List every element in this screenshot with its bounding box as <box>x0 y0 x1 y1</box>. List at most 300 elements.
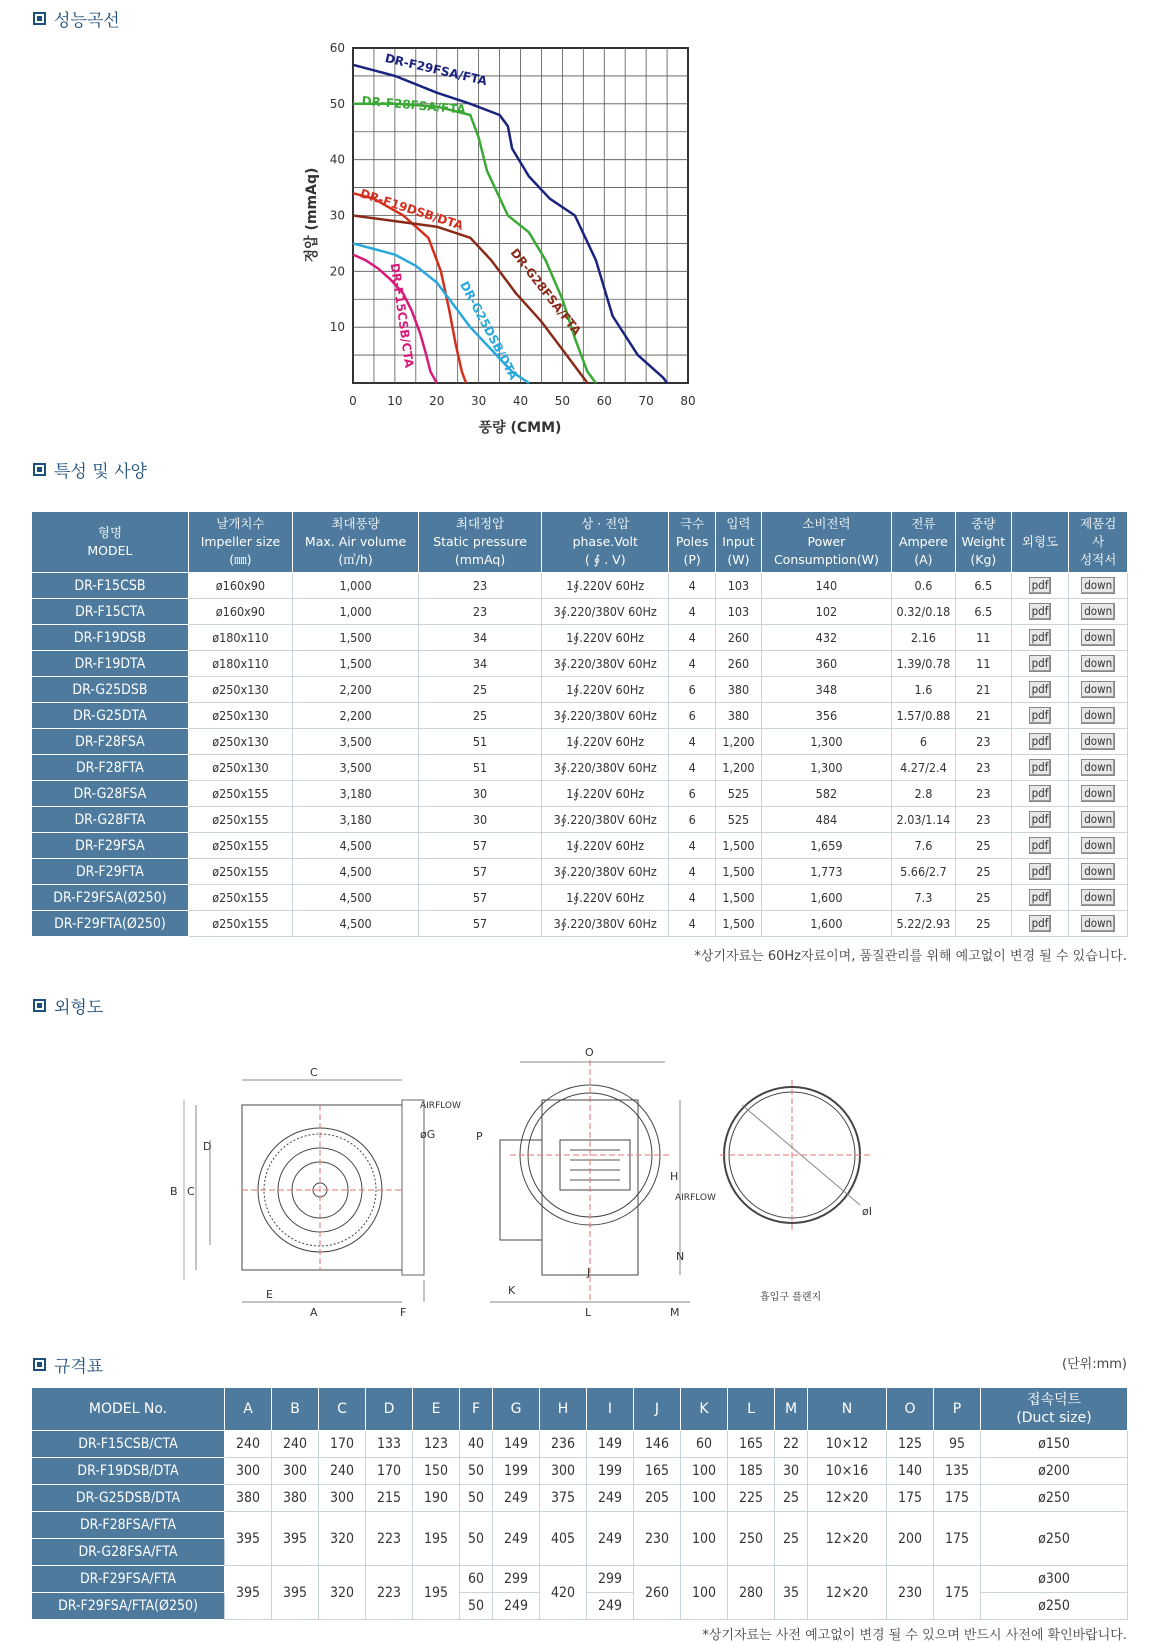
spec-header-cell <box>762 512 892 573</box>
download-button[interactable]: down <box>1081 629 1115 646</box>
dim-cell: 240 <box>319 1458 366 1485</box>
dim-cell: 215 <box>366 1485 413 1512</box>
spec-cell: 21 <box>956 677 1011 703</box>
dim-cell: 230 <box>634 1512 681 1566</box>
spec-cell: 3∮.220/380V 60Hz <box>541 651 669 677</box>
spec-cell: 1,000 <box>292 599 418 625</box>
pdf-button[interactable]: pdf <box>1029 889 1052 906</box>
spec-link-cell <box>1069 625 1128 651</box>
spec-cell: 348 <box>762 677 892 703</box>
spec-cell: 1∮.220V 60Hz <box>541 833 669 859</box>
spec-cell: 1,000 <box>292 573 418 599</box>
spec-cell: 25 <box>956 911 1011 937</box>
y-tick-label: 20 <box>329 264 345 279</box>
spec-link-cell <box>1011 573 1069 599</box>
unit-label: (단위:mm) <box>1062 1357 1127 1372</box>
spec-cell: 6 <box>891 729 955 755</box>
pdf-button[interactable]: pdf <box>1029 811 1052 828</box>
dim-label-P: P <box>476 1130 483 1143</box>
spec-cell: 34 <box>419 651 542 677</box>
dim-cell: 60 <box>681 1431 728 1458</box>
x-tick-label: 50 <box>554 394 571 408</box>
spec-cell: 4 <box>669 599 715 625</box>
spec-header-line: ( ∮ . V) <box>584 552 626 567</box>
spec-row <box>32 729 1128 755</box>
front-view <box>184 1080 424 1302</box>
dim-row <box>32 1485 1128 1512</box>
spec-header-line: 전류 <box>911 516 936 531</box>
download-button[interactable]: down <box>1081 655 1115 672</box>
spec-link-cell <box>1069 859 1128 885</box>
spec-cell: 0.32/0.18 <box>891 599 955 625</box>
spec-header-line: Impeller size <box>200 534 281 549</box>
dim-cell: 100 <box>681 1485 728 1512</box>
chart-xlabel: 풍량 (CMM) <box>478 420 562 436</box>
spec-cell: 1,200 <box>715 729 761 755</box>
dim-cell: 420 <box>540 1566 587 1620</box>
spec-header-cell <box>541 512 669 573</box>
download-button[interactable]: down <box>1081 889 1115 906</box>
spec-cell: 4,500 <box>292 911 418 937</box>
flange-view <box>720 1080 870 1230</box>
spec-header-cell <box>292 512 418 573</box>
y-tick-label: 40 <box>329 152 345 167</box>
spec-cell: 7.3 <box>891 885 955 911</box>
spec-cell: 1∮.220V 60Hz <box>541 573 669 599</box>
spec-cell: ø250x155 <box>188 781 292 807</box>
dim-header-cell: L <box>728 1388 775 1431</box>
spec-link-cell <box>1069 885 1128 911</box>
dim-label-C-side: C <box>187 1185 195 1198</box>
square-bullet-icon <box>33 12 46 25</box>
dim-cell: 240 <box>225 1431 272 1458</box>
spec-row <box>32 885 1128 911</box>
dim-cell: 380 <box>225 1485 272 1512</box>
dim-cell: 125 <box>887 1431 934 1458</box>
spec-cell: 360 <box>762 651 892 677</box>
spec-cell: 23 <box>956 781 1011 807</box>
download-button[interactable]: down <box>1081 707 1115 724</box>
dim-header-cell: O <box>887 1388 934 1431</box>
spec-cell: 4.27/2.4 <box>891 755 955 781</box>
dimension-table <box>31 1387 1128 1620</box>
spec-cell: ø160x90 <box>188 599 292 625</box>
dim-cell: 50 <box>460 1458 493 1485</box>
dim-model-cell: DR-F19DSB/DTA <box>32 1458 225 1485</box>
dim-row <box>32 1458 1128 1485</box>
spec-cell: 23 <box>956 807 1011 833</box>
pdf-button[interactable]: pdf <box>1029 759 1052 776</box>
spec-cell: 4 <box>669 729 715 755</box>
download-button[interactable]: down <box>1081 837 1115 854</box>
spec-header-cell <box>1069 512 1128 573</box>
dim-label-G: øG <box>420 1128 436 1141</box>
dim-cell: 165 <box>634 1458 681 1485</box>
dim-model-cell: DR-F15CSB/CTA <box>32 1431 225 1458</box>
dim-cell: 249 <box>587 1485 634 1512</box>
dim-cell: 22 <box>775 1431 808 1458</box>
spec-model-cell: DR-F29FSA <box>32 833 189 859</box>
spec-link-cell <box>1069 573 1128 599</box>
spec-cell: 525 <box>715 781 761 807</box>
spec-header-line: Weight <box>961 534 1006 549</box>
dim-row <box>32 1512 1128 1539</box>
spec-header-line: 형명 <box>97 525 123 540</box>
dim-cell: 40 <box>460 1431 493 1458</box>
spec-cell: 1,500 <box>292 625 418 651</box>
spec-cell: 51 <box>419 729 542 755</box>
dim-cell: 133 <box>366 1431 413 1458</box>
spec-cell: 1,300 <box>762 755 892 781</box>
section-title-outline <box>33 993 103 1018</box>
dim-header-cell: J <box>634 1388 681 1431</box>
pdf-button[interactable]: pdf <box>1029 915 1052 932</box>
dim-cell: 150 <box>413 1458 460 1485</box>
pdf-button[interactable]: pdf <box>1029 863 1052 880</box>
spec-header-line: 상 · 전압 <box>581 516 630 531</box>
spec-cell: 140 <box>762 573 892 599</box>
pdf-button[interactable]: pdf <box>1029 837 1052 854</box>
dim-cell: 30 <box>775 1458 808 1485</box>
spec-cell: ø250x155 <box>188 859 292 885</box>
dim-cell: 375 <box>540 1485 587 1512</box>
spec-cell: 3,500 <box>292 755 418 781</box>
dimension-note: *상기자료는 사전 예고없이 변경 될 수 있으며 반드시 사전에 확인바랍니다. <box>702 1628 1127 1643</box>
square-bullet-icon <box>33 999 46 1012</box>
spec-link-cell <box>1069 703 1128 729</box>
spec-header-cell <box>715 512 761 573</box>
spec-cell: 3∮.220/380V 60Hz <box>541 859 669 885</box>
spec-header-line: 외형도 <box>1021 534 1059 549</box>
spec-cell: 11 <box>956 651 1011 677</box>
dim-row <box>32 1431 1128 1458</box>
spec-cell: 1∮.220V 60Hz <box>541 885 669 911</box>
dim-label-K: K <box>508 1284 516 1297</box>
dim-label-B: B <box>170 1185 178 1198</box>
download-button[interactable]: down <box>1081 811 1115 828</box>
dim-header-cell: C <box>319 1388 366 1431</box>
spec-note: *상기자료는 60Hz자료이며, 품질관리를 위해 예고없이 변경 될 수 있습니다. <box>694 949 1127 964</box>
spec-cell: 2,200 <box>292 703 418 729</box>
spec-cell: 4 <box>669 573 715 599</box>
dim-cell: 223 <box>366 1512 413 1566</box>
spec-table <box>31 511 1128 937</box>
spec-cell: ø250x130 <box>188 677 292 703</box>
dim-cell: 249 <box>493 1593 540 1620</box>
spec-row <box>32 755 1128 781</box>
spec-cell: 23 <box>419 599 542 625</box>
pdf-button[interactable]: pdf <box>1029 603 1052 620</box>
dim-cell: 149 <box>587 1431 634 1458</box>
spec-row <box>32 599 1128 625</box>
spec-cell: 21 <box>956 703 1011 729</box>
dim-model-cell: DR-G28FSA/FTA <box>32 1539 225 1566</box>
download-button[interactable]: down <box>1081 603 1115 620</box>
spec-header-cell <box>669 512 715 573</box>
y-tick-label: 60 <box>329 41 345 55</box>
dim-cell: 50 <box>460 1593 493 1620</box>
download-button[interactable]: down <box>1081 577 1115 594</box>
spec-header-row <box>32 512 1128 573</box>
y-tick-label: 10 <box>329 320 345 335</box>
pdf-button[interactable]: pdf <box>1029 785 1052 802</box>
dim-cell: 199 <box>587 1458 634 1485</box>
spec-cell: ø250x155 <box>188 911 292 937</box>
spec-cell: 1,659 <box>762 833 892 859</box>
spec-cell: 1,600 <box>762 885 892 911</box>
spec-header-cell <box>32 512 189 573</box>
spec-model-cell: DR-G28FSA <box>32 781 189 807</box>
spec-cell: 4 <box>669 651 715 677</box>
spec-cell: ø250x130 <box>188 729 292 755</box>
dim-cell: 395 <box>272 1512 319 1566</box>
download-button[interactable]: down <box>1081 733 1115 750</box>
chart-ylabel: 정압 (mmAq) <box>304 167 320 263</box>
pdf-button[interactable]: pdf <box>1029 733 1052 750</box>
download-button[interactable]: down <box>1081 915 1115 932</box>
spec-cell: ø250x155 <box>188 885 292 911</box>
spec-cell: 23 <box>956 729 1011 755</box>
spec-link-cell <box>1011 703 1069 729</box>
dim-header-line: (Duct size) <box>1016 1410 1092 1426</box>
spec-model-cell: DR-F29FSA(Ø250) <box>32 885 189 911</box>
series-label: DR-F15CSB/CTA <box>387 262 417 369</box>
spec-header-line: Poles <box>675 534 709 549</box>
dim-cell: 225 <box>728 1485 775 1512</box>
dim-cell: 200 <box>887 1512 934 1566</box>
spec-model-cell: DR-F19DSB <box>32 625 189 651</box>
dim-cell: 12×20 <box>808 1566 887 1620</box>
spec-link-cell <box>1011 651 1069 677</box>
spec-cell: ø250x130 <box>188 755 292 781</box>
series-label: DR-G25DSB/DTA <box>457 278 521 383</box>
pdf-button[interactable]: pdf <box>1029 655 1052 672</box>
dim-header-line: 접속덕트 <box>1026 1392 1082 1408</box>
spec-cell: 1.6 <box>891 677 955 703</box>
dim-cell: 320 <box>319 1512 366 1566</box>
dim-cell: 260 <box>634 1566 681 1620</box>
dim-cell: ø300 <box>981 1566 1128 1593</box>
dim-cell: ø200 <box>981 1458 1128 1485</box>
section-label: 특성 및 사양 <box>54 462 147 482</box>
spec-link-cell <box>1069 677 1128 703</box>
spec-model-cell: DR-F15CTA <box>32 599 189 625</box>
spec-header-line: 최대풍량 <box>331 516 380 531</box>
pdf-button[interactable]: pdf <box>1029 577 1052 594</box>
spec-cell: 4,500 <box>292 833 418 859</box>
spec-cell: 582 <box>762 781 892 807</box>
spec-cell: 3,500 <box>292 729 418 755</box>
dim-cell: 249 <box>587 1593 634 1620</box>
spec-header-line: (Kg) <box>970 552 997 567</box>
spec-header-line: (㎥/h) <box>338 552 373 567</box>
dim-cell: 300 <box>540 1458 587 1485</box>
spec-row <box>32 911 1128 937</box>
spec-cell: 57 <box>419 833 542 859</box>
dim-cell: 195 <box>413 1512 460 1566</box>
section-title-spec <box>33 457 147 482</box>
x-tick-label: 10 <box>387 394 403 408</box>
spec-header-line: Static pressure <box>433 534 527 549</box>
dim-cell: 249 <box>587 1512 634 1566</box>
spec-cell: 2.03/1.14 <box>891 807 955 833</box>
spec-link-cell <box>1069 651 1128 677</box>
spec-cell: 260 <box>715 651 761 677</box>
dim-header-cell: E <box>413 1388 460 1431</box>
performance-chart <box>290 40 720 450</box>
spec-cell: ø250x130 <box>188 703 292 729</box>
download-button[interactable]: down <box>1081 785 1115 802</box>
spec-cell: 6 <box>669 703 715 729</box>
spec-cell: 525 <box>715 807 761 833</box>
download-button[interactable]: down <box>1081 681 1115 698</box>
dim-model-cell: DR-F29FSA/FTA(Ø250) <box>32 1593 225 1620</box>
spec-model-cell: DR-F15CSB <box>32 573 189 599</box>
dim-cell: 250 <box>728 1512 775 1566</box>
spec-cell: 4 <box>669 625 715 651</box>
dim-label-I: øI <box>862 1205 872 1218</box>
spec-cell: 4 <box>669 755 715 781</box>
spec-cell: 1,500 <box>715 859 761 885</box>
spec-cell: 25 <box>956 885 1011 911</box>
spec-header-line: Max. Air volume <box>304 534 407 549</box>
spec-row <box>32 807 1128 833</box>
spec-cell: ø180x110 <box>188 651 292 677</box>
section-title-curve <box>33 6 120 31</box>
spec-row <box>32 651 1128 677</box>
spec-header-line: 최대정압 <box>455 516 505 531</box>
spec-link-cell <box>1069 911 1128 937</box>
dim-label-A: A <box>310 1306 318 1319</box>
pdf-button[interactable]: pdf <box>1029 681 1052 698</box>
dim-model-cell: DR-G25DSB/DTA <box>32 1485 225 1512</box>
spec-cell: 1,500 <box>715 885 761 911</box>
spec-cell: 3,180 <box>292 807 418 833</box>
dim-cell: 300 <box>225 1458 272 1485</box>
square-bullet-icon <box>33 463 46 476</box>
spec-cell: 51 <box>419 755 542 781</box>
dim-cell: 199 <box>493 1458 540 1485</box>
dim-header-cell: K <box>681 1388 728 1431</box>
spec-link-cell <box>1069 599 1128 625</box>
spec-header-line: 날개치수 <box>216 516 265 531</box>
dim-cell: 100 <box>681 1458 728 1485</box>
spec-cell: 11 <box>956 625 1011 651</box>
series-label: DR-F28FSA/FTA <box>361 93 467 117</box>
spec-cell: 432 <box>762 625 892 651</box>
dim-cell: 395 <box>272 1566 319 1620</box>
spec-cell: ø160x90 <box>188 573 292 599</box>
download-button[interactable]: down <box>1081 759 1115 776</box>
spec-header-line: (mmAq) <box>454 552 506 567</box>
spec-header-line: 소비전력 <box>802 516 851 531</box>
dim-cell: 395 <box>225 1566 272 1620</box>
spec-cell: 3∮.220/380V 60Hz <box>541 807 669 833</box>
dim-cell: 280 <box>728 1566 775 1620</box>
spec-model-cell: DR-F19DTA <box>32 651 189 677</box>
dim-header-cell: P <box>934 1388 981 1431</box>
series-label: DR-F19DSB/DTA <box>358 186 466 233</box>
spec-header-line: Power <box>807 534 846 549</box>
dim-label-E: E <box>266 1288 273 1301</box>
spec-header-cell <box>891 512 955 573</box>
dim-cell: 190 <box>413 1485 460 1512</box>
dim-header-cell: A <box>225 1388 272 1431</box>
spec-cell: 6 <box>669 677 715 703</box>
spec-cell: 57 <box>419 859 542 885</box>
spec-row <box>32 625 1128 651</box>
spec-cell: 6 <box>669 807 715 833</box>
airflow-label-1: AIRFLOW <box>420 1101 461 1111</box>
dim-cell: 175 <box>934 1485 981 1512</box>
dim-cell: 50 <box>460 1485 493 1512</box>
series-label: DR-F29FSA/FTA <box>383 51 489 89</box>
download-button[interactable]: down <box>1081 863 1115 880</box>
spec-cell: 25 <box>419 703 542 729</box>
dim-header-duct <box>981 1388 1128 1431</box>
dim-cell: 405 <box>540 1512 587 1566</box>
spec-cell: 103 <box>715 599 761 625</box>
section-label: 규격표 <box>54 1357 104 1377</box>
series-label: DR-G28FSA/FTA <box>507 245 584 338</box>
dim-cell: 195 <box>413 1566 460 1620</box>
spec-cell: 5.22/2.93 <box>891 911 955 937</box>
spec-header-line: (A) <box>914 552 933 567</box>
dim-cell: 249 <box>493 1485 540 1512</box>
spec-cell: 484 <box>762 807 892 833</box>
spec-cell: 260 <box>715 625 761 651</box>
spec-link-cell <box>1069 781 1128 807</box>
spec-link-cell <box>1011 625 1069 651</box>
spec-cell: ø250x155 <box>188 833 292 859</box>
spec-cell: 5.66/2.7 <box>891 859 955 885</box>
spec-cell: 4 <box>669 911 715 937</box>
dim-cell: 170 <box>366 1458 413 1485</box>
dim-cell: 50 <box>460 1512 493 1566</box>
spec-cell: 25 <box>956 833 1011 859</box>
spec-row <box>32 573 1128 599</box>
spec-cell: 0.6 <box>891 573 955 599</box>
pdf-button[interactable]: pdf <box>1029 629 1052 646</box>
spec-header-cell <box>188 512 292 573</box>
dim-cell: 175 <box>934 1566 981 1620</box>
spec-header-line: (W) <box>727 552 750 567</box>
x-tick-label: 0 <box>349 394 357 408</box>
spec-cell: 356 <box>762 703 892 729</box>
spec-cell: 6.5 <box>956 599 1011 625</box>
airflow-label-2: AIRFLOW <box>675 1193 716 1203</box>
spec-link-cell <box>1011 599 1069 625</box>
dim-cell: 223 <box>366 1566 413 1620</box>
spec-model-cell: DR-F29FTA(Ø250) <box>32 911 189 937</box>
spec-cell: 4 <box>669 833 715 859</box>
spec-row <box>32 781 1128 807</box>
spec-cell: 23 <box>956 755 1011 781</box>
spec-link-cell <box>1069 755 1128 781</box>
spec-cell: 3∮.220/380V 60Hz <box>541 911 669 937</box>
dim-label-O: O <box>585 1046 594 1059</box>
dim-cell: 149 <box>493 1431 540 1458</box>
spec-header-line: MODEL <box>87 543 133 558</box>
spec-model-cell: DR-F28FSA <box>32 729 189 755</box>
spec-link-cell <box>1011 885 1069 911</box>
spec-cell: 1.57/0.88 <box>891 703 955 729</box>
pdf-button[interactable]: pdf <box>1029 707 1052 724</box>
dim-cell: 12×20 <box>808 1485 887 1512</box>
square-bullet-icon <box>33 1358 46 1371</box>
dim-cell: 170 <box>319 1431 366 1458</box>
spec-cell: 1,200 <box>715 755 761 781</box>
